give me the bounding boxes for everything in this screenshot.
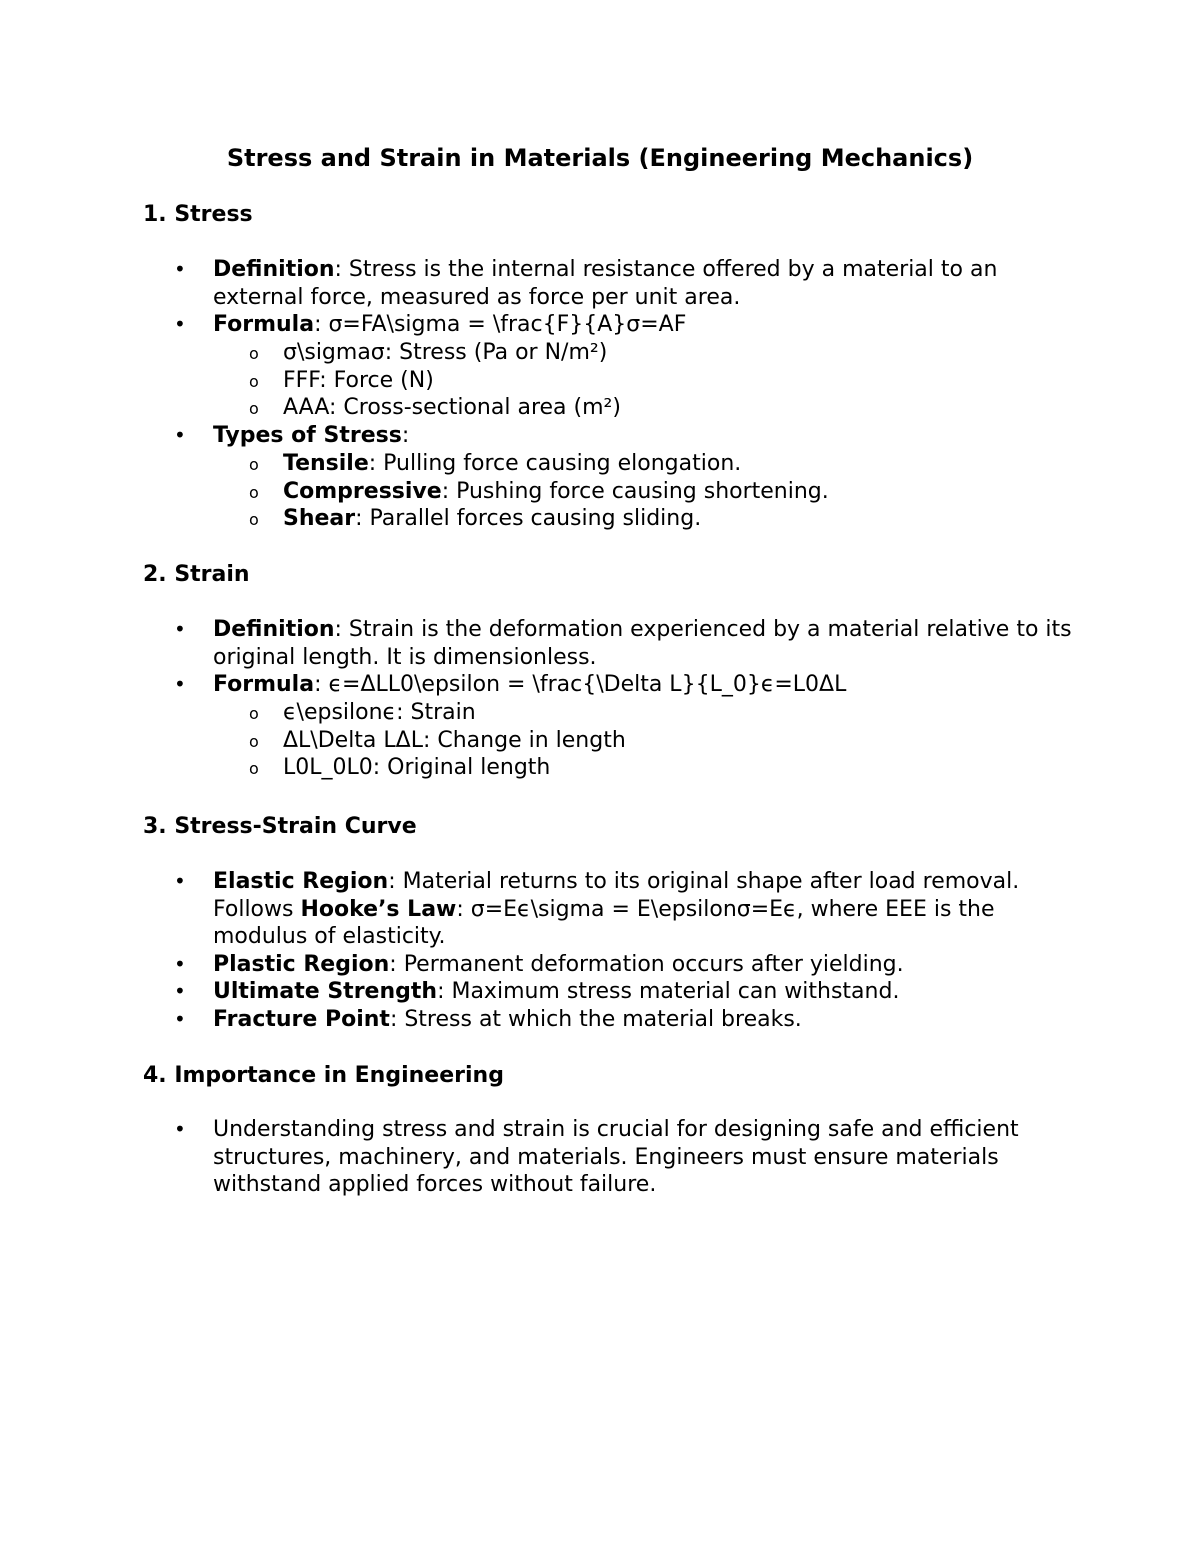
item-text: Understanding stress and strain is crucial for designing safe and efficient structures, machinery, and materials. Engineers must ensure materials withstand applied forces without failure. [213,1117,1019,1198]
term-label: Shear [283,506,356,532]
sub-bullet-icon: o [249,731,259,751]
bullet-icon: • [174,869,186,893]
bullet-icon: • [174,951,186,976]
type-text: : Pushing force causing shortening. [441,478,829,504]
stress-list [0,256,1200,533]
sub-list-item [0,727,1200,755]
formula-text: : σ=FA\sigma = \frac{F}{A}σ=AF [314,312,687,338]
sub-list-item [0,450,1200,478]
sub-bullet-icon: o [249,703,259,723]
sub-list-item [0,754,1200,782]
list-item [0,1006,1073,1034]
term-label: Plastic Region [213,951,390,977]
sub-bullet-icon: o [249,759,259,779]
bullet-icon: • [174,257,186,281]
section-heading-strain: 2. Strain [143,562,250,587]
bullet-icon: • [174,312,186,337]
bullet-icon: • [174,1117,186,1141]
bullet-icon: • [174,672,186,697]
term-label: Tensile [283,450,369,476]
definition-text: : Strain is the deformation experienced by a material relative to its original length. It is dimensionless. [213,617,1072,670]
list-item [0,616,1073,671]
hookes-law-term: Hooke’s Law [300,896,457,922]
variable-text: AAA: Cross-sectional area (m²) [283,395,621,421]
document-title: Stress and Strain in Materials (Engineering Mechanics) [226,144,974,172]
section-heading-stress-strain-curve: 3. Stress-Strain Curve [143,814,417,839]
bullet-icon: • [174,979,186,1004]
importance-list [0,1116,1200,1199]
list-item [0,422,1073,450]
item-text: : σ=Eϵ\sigma = E\epsilonσ=Eϵ, where EEE is the modulus of elasticity. [213,896,995,950]
sub-list-item [0,339,1200,367]
section-heading-stress: 1. Stress [143,202,253,227]
list-item [0,671,1073,699]
definition-text: : Stress is the internal resistance offered by a material to an external force, measured as force per unit area. [213,257,998,310]
type-text: : Pulling force causing elongation. [368,450,742,476]
term-label: Formula [213,312,315,338]
variable-text: FFF: Force (N) [283,367,434,393]
section-heading-importance: 4. Importance in Engineering [143,1063,504,1088]
sub-bullet-icon: o [249,343,259,363]
bullet-icon: • [174,423,186,448]
list-item [0,978,1073,1006]
bullet-icon: • [174,1006,186,1031]
sub-bullet-icon: o [249,510,259,530]
item-text: : Permanent deformation occurs after yielding. [389,951,904,977]
term-label: Definition [213,617,335,642]
list-item [0,868,1073,951]
type-text: : Parallel forces causing sliding. [355,506,702,532]
sub-list-item [0,699,1200,727]
sub-list-item [0,367,1200,395]
variable-text: L0L_0L0: Original length [283,755,551,781]
term-label: Formula [213,672,315,698]
term-label: Ultimate Strength [213,979,438,1005]
strain-list [0,616,1200,782]
sub-list-item [0,394,1200,422]
term-label: Fracture Point [213,1006,390,1032]
curve-list [0,868,1200,1034]
variable-text: ϵ\epsilonϵ: Strain [283,699,476,725]
list-item [0,1116,1073,1199]
list-item [0,256,1073,311]
item-text: : Material returns to its original shape after load removal. Follows [213,869,1020,922]
list-item [0,311,1073,339]
variable-text: ΔL\Delta LΔL: Change in length [283,727,626,753]
sub-bullet-icon: o [249,399,259,419]
sub-bullet-icon: o [249,482,259,502]
formula-text: : ϵ=ΔLL0\epsilon = \frac{\Delta L}{L_0}ϵ=L0ΔL [314,672,847,698]
term-label: Definition [213,257,335,282]
list-item [0,951,1073,979]
types-colon: : [401,423,410,449]
item-text: : Maximum stress material can withstand. [437,979,900,1005]
bullet-icon: • [174,617,186,641]
sub-bullet-icon: o [249,454,259,474]
term-label: Compressive [283,478,442,504]
item-text: : Stress at which the material breaks. [389,1006,802,1032]
sub-list-item [0,478,1200,506]
term-label: Elastic Region [213,869,389,894]
variable-text: σ\sigmaσ: Stress (Pa or N/m²) [283,339,608,365]
sub-bullet-icon: o [249,371,259,391]
term-label: Types of Stress [213,423,402,449]
sub-list-item [0,505,1200,533]
